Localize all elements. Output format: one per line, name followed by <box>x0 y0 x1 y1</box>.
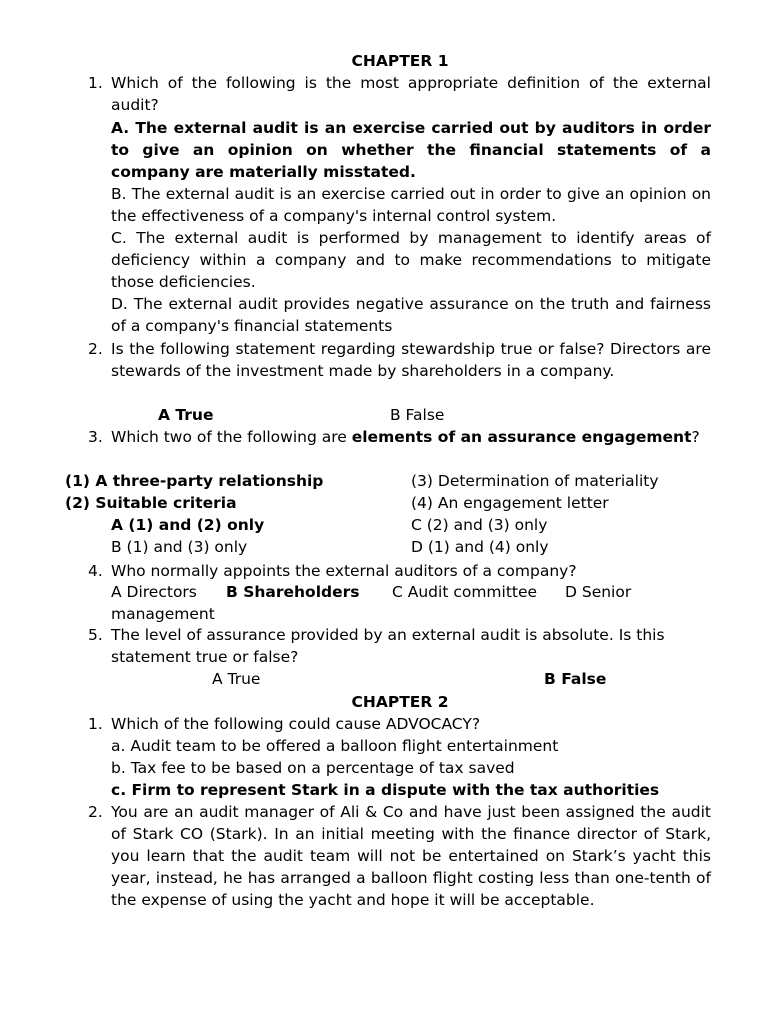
chapter-1-heading: CHAPTER 1 <box>351 52 449 70</box>
question-1-text: Which of the following is the most appropriate definition of the external audit? <box>111 74 711 114</box>
question-4-option-d-line1: D Senior <box>565 583 632 601</box>
question-4-number: 4. <box>88 562 103 580</box>
question-3-item-4: (4) An engagement letter <box>411 494 609 512</box>
question-4-option-c: C Audit committee <box>392 583 538 601</box>
question-3-text <box>111 426 711 448</box>
question-1-number: 1. <box>88 74 103 92</box>
question-1-option-a: A. The external audit is an exercise carried out by auditors in order to give an opinion on whether the financial statements of a company are materially misstated. <box>111 119 711 181</box>
question-5-number: 5. <box>88 626 103 644</box>
question-2-option-b: B False <box>390 406 445 424</box>
question-5-text: The level of assurance provided by an external audit is absolute. Is this statement true or false? <box>111 626 665 666</box>
ch2-question-1-option-b: b. Tax fee to be based on a percentage of tax saved <box>111 759 515 777</box>
ch2-question-2-text: You are an audit manager of Ali & Co and have just been assigned the audit of Stark CO (Stark). In an initial meeting with the finance director of Stark, you learn that the audit team will not be entertained on Stark’s yacht this year, instead, he has arranged a balloon flight costing less than one-tenth of the expense of using the yacht and hope it will be acceptable. <box>111 803 711 909</box>
question-4-option-b: B Shareholders <box>226 583 360 601</box>
question-1-option-b: B. The external audit is an exercise carried out in order to give an opinion on the effectiveness of a company's internal control system. <box>111 185 711 225</box>
question-3-option-a: A (1) and (2) only <box>111 516 265 534</box>
question-1-option-c: C. The external audit is performed by management to identify areas of deficiency within a company and to make recommendations to mitigate those deficiencies. <box>111 229 711 291</box>
question-4-option-d-line2: management <box>111 605 215 623</box>
question-3-number: 3. <box>88 428 103 446</box>
ch2-question-1-number: 1. <box>88 715 103 733</box>
question-2-number: 2. <box>88 340 103 358</box>
question-3-option-b: B (1) and (3) only <box>111 538 248 556</box>
ch2-question-1-text: Which of the following could cause ADVOCACY? <box>111 715 481 733</box>
ch2-question-1-option-a: a. Audit team to be offered a balloon flight entertainment <box>111 737 559 755</box>
question-3-text-pre: Which two of the following are <box>111 428 352 446</box>
question-5-option-a: A True <box>212 670 261 688</box>
question-3-item-1: (1) A three-party relationship <box>65 472 324 490</box>
question-3-option-d: D (1) and (4) only <box>411 538 549 556</box>
ch2-question-2-number: 2. <box>88 803 103 821</box>
question-2-option-a: A True <box>158 406 214 424</box>
question-2-text: Is the following statement regarding stewardship true or false? Directors are stewards of the investment made by shareholders in a company. <box>111 340 711 380</box>
question-3-text-bold: elements of an assurance engagement <box>351 428 692 446</box>
question-4-option-a: A Directors <box>111 583 197 601</box>
question-4-text: Who normally appoints the external auditors of a company? <box>111 562 577 580</box>
ch2-question-1-option-c: c. Firm to represent Stark in a dispute with the tax authorities <box>111 781 660 799</box>
question-1-option-d: D. The external audit provides negative assurance on the truth and fairness of a company's financial statements <box>111 295 711 335</box>
question-3-option-c: C (2) and (3) only <box>411 516 548 534</box>
question-3-text-post: ? <box>691 428 700 446</box>
question-5-option-b: B False <box>544 670 607 688</box>
question-3-item-3: (3) Determination of materiality <box>411 472 659 490</box>
question-3-item-2: (2) Suitable criteria <box>65 494 237 512</box>
chapter-2-heading: CHAPTER 2 <box>351 693 449 711</box>
